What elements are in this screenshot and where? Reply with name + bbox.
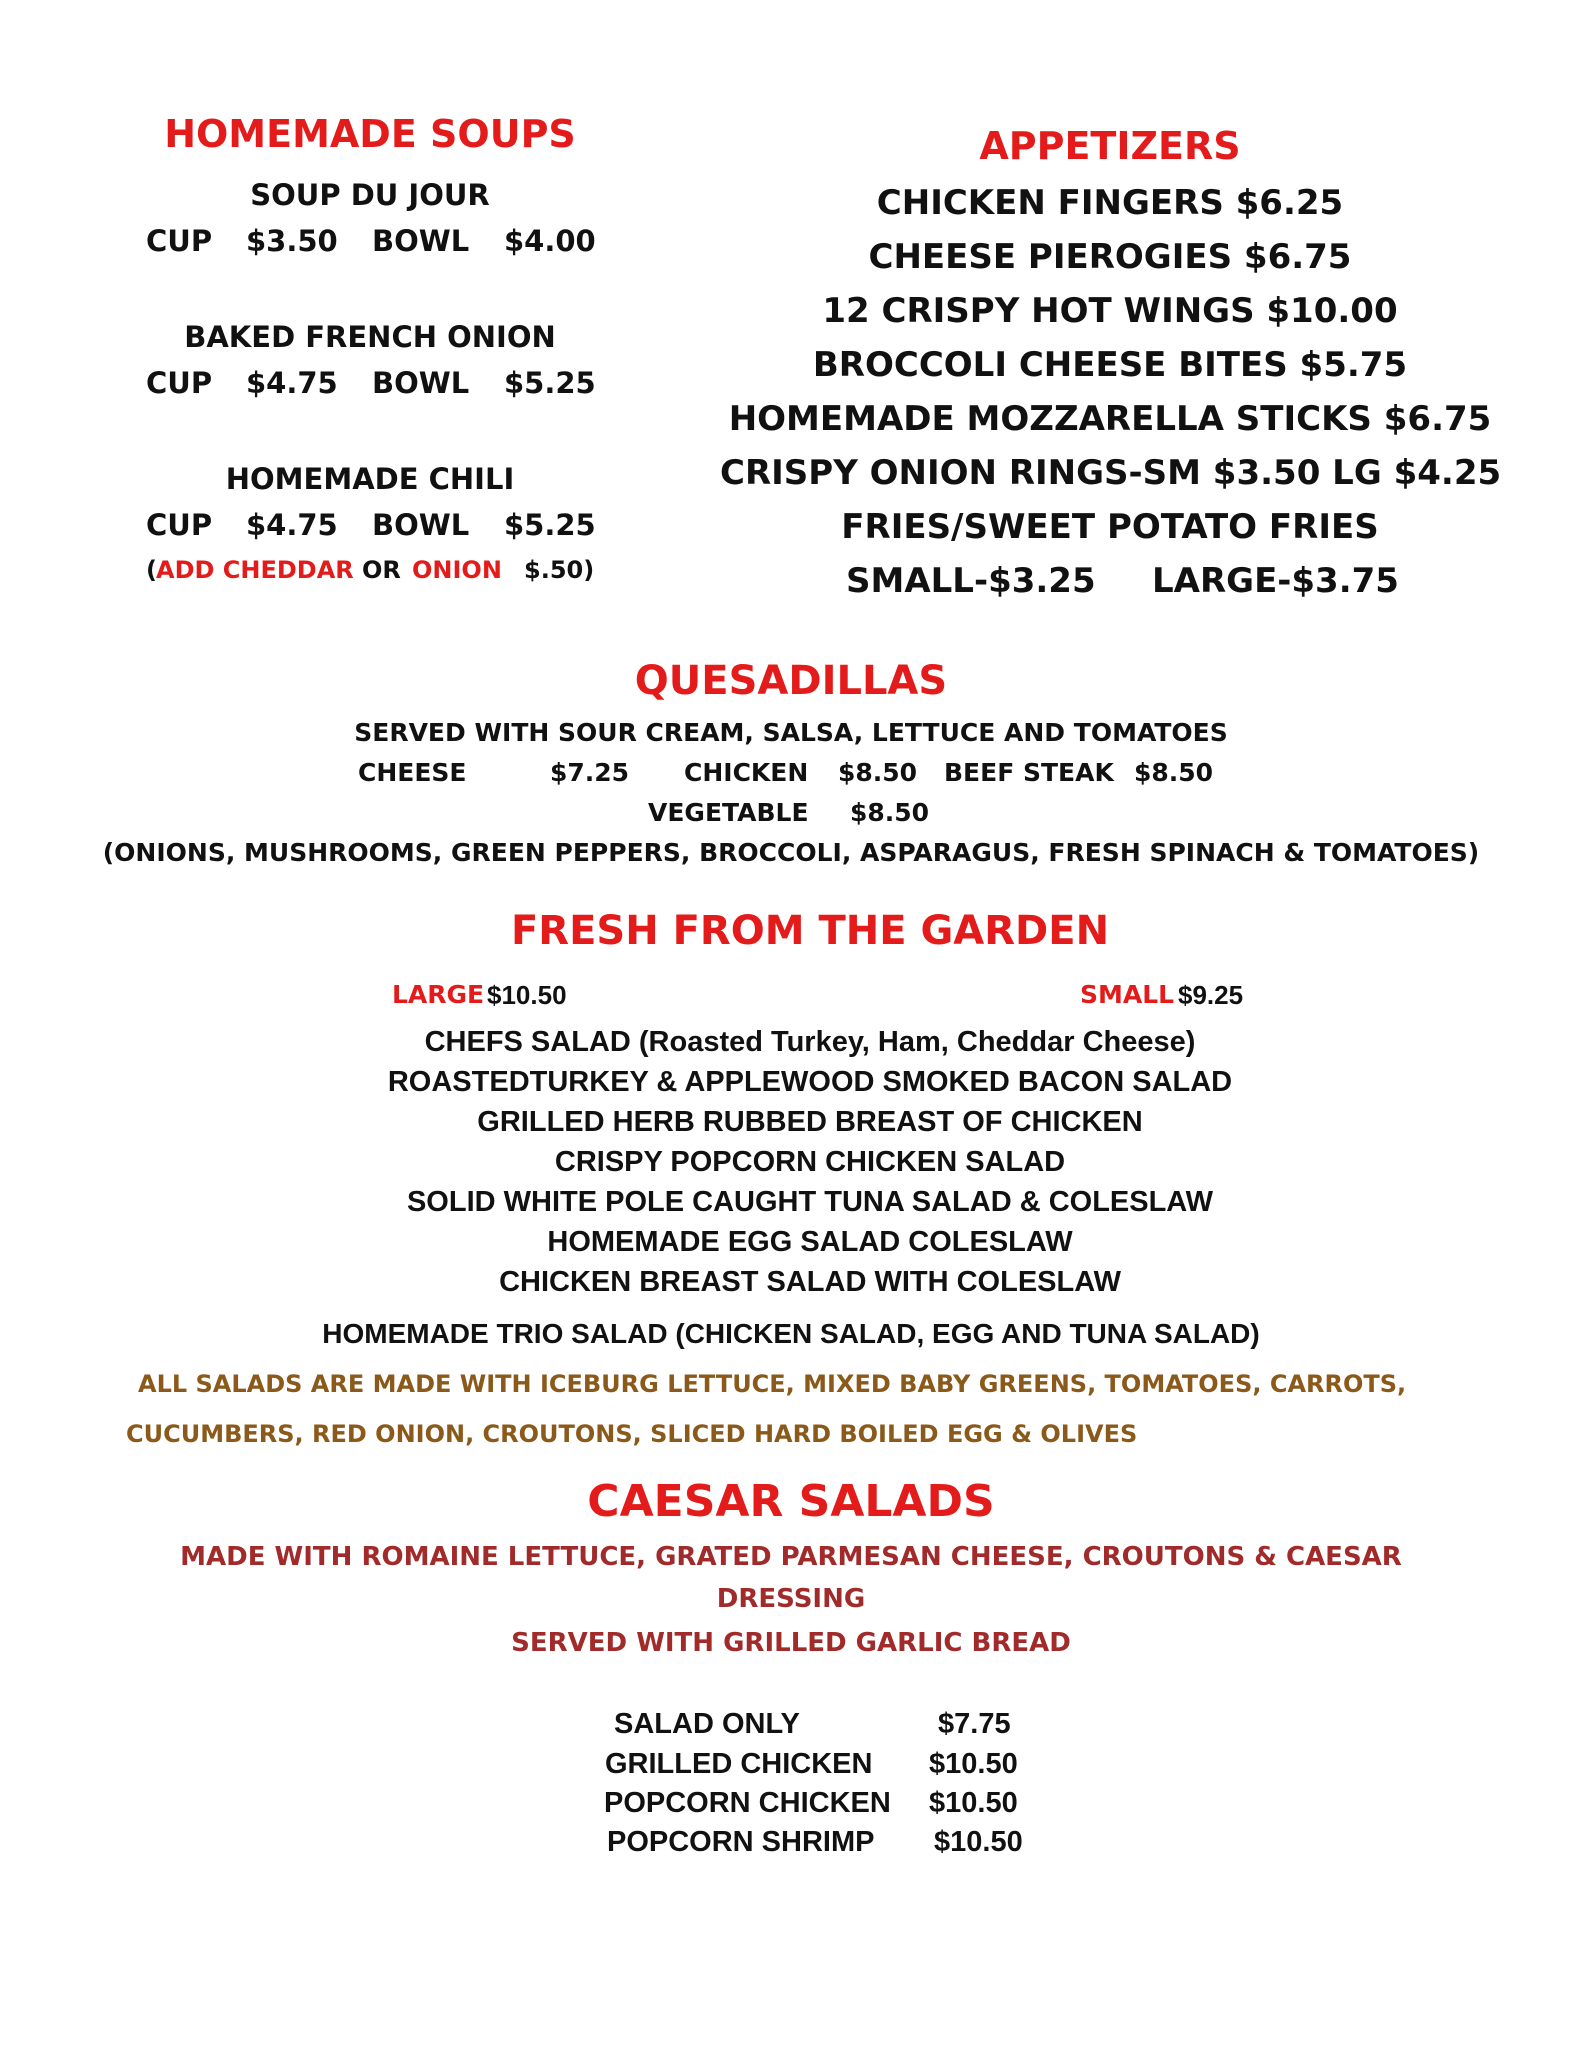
caesar-desc-line3: SERVED WITH GRILLED GARLIC BREAD	[511, 1628, 1071, 1658]
bowl-price: $5.25	[504, 366, 596, 400]
cup-price: $4.75	[246, 508, 338, 542]
salad-item-trio: HOMEMADE TRIO SALAD (CHICKEN SALAD, EGG AND TUNA SALAD)	[322, 1318, 1260, 1349]
quesadilla-price: $8.50	[850, 798, 930, 827]
salad-item: ROASTEDTURKEY & APPLEWOOD SMOKED BACON SALAD	[387, 1066, 1233, 1098]
addon-open: (	[146, 556, 157, 584]
quesadilla-price: $8.50	[1134, 758, 1214, 787]
cup-label: CUP	[146, 366, 213, 400]
caesar-title: CAESAR SALADS	[587, 1476, 995, 1527]
cup-label: CUP	[146, 508, 213, 542]
quesadillas-subtitle: SERVED WITH SOUR CREAM, SALSA, LETTUCE AND TOMATOES	[354, 718, 1228, 747]
garden-note-line2: CUCUMBERS, RED ONION, CROUTONS, SLICED HARD BOILED EGG & OLIVES	[126, 1420, 1138, 1448]
soup-name: HOMEMADE CHILI	[225, 462, 515, 496]
soup-price-row	[146, 366, 606, 406]
garden-note-line1: ALL SALADS ARE MADE WITH ICEBURG LETTUCE, MIXED BABY GREENS, TOMATOES, CARROTS,	[138, 1370, 1407, 1398]
soup-price-row	[146, 224, 606, 264]
soup-addon-note	[146, 556, 606, 590]
salad-item: CRISPY POPCORN CHICKEN SALAD	[554, 1146, 1066, 1178]
salad-item: GRILLED HERB RUBBED BREAST OF CHICKEN	[477, 1106, 1143, 1138]
bowl-price: $4.00	[504, 224, 596, 258]
addon-onion: ONION	[412, 556, 502, 584]
fries-prices	[846, 561, 1406, 611]
appetizer-list	[720, 183, 1500, 561]
caesar-item-name: POPCORN SHRIMP	[607, 1826, 875, 1858]
bowl-label: BOWL	[372, 508, 470, 542]
appetizer-item: CHEESE PIEROGIES $6.75	[868, 237, 1352, 277]
cup-price: $4.75	[246, 366, 338, 400]
appetizer-item: FRIES/SWEET POTATO FRIES	[841, 507, 1379, 547]
fries-small: SMALL-$3.25	[846, 561, 1096, 601]
soups-title: HOMEMADE SOUPS	[164, 112, 576, 156]
soup-price-row	[146, 508, 606, 548]
cup-label: CUP	[146, 224, 213, 258]
soup-name: BAKED FRENCH ONION	[184, 320, 556, 354]
caesar-price-list	[0, 1708, 1582, 1888]
caesar-item-name: POPCORN CHICKEN	[604, 1787, 891, 1819]
quesadilla-name: BEEF STEAK	[944, 758, 1114, 787]
small-price: $9.25	[1178, 980, 1244, 1010]
appetizer-item: CRISPY ONION RINGS-SM $3.50 LG $4.25	[720, 453, 1502, 493]
quesadilla-prices	[0, 758, 1582, 794]
caesar-item-price: $10.50	[934, 1826, 1023, 1858]
addon-or: OR	[362, 556, 401, 584]
addon-price: $.50)	[524, 556, 595, 584]
salad-item: CHEFS SALAD (Roasted Turkey, Ham, Cheddar Cheese)	[424, 1026, 1196, 1058]
appetizer-item: CHICKEN FINGERS $6.25	[876, 183, 1344, 223]
caesar-item-price: $10.50	[929, 1748, 1018, 1780]
caesar-item-price: $7.75	[938, 1708, 1011, 1740]
appetizer-item: BROCCOLI CHEESE BITES $5.75	[812, 345, 1408, 385]
quesadillas-title: QUESADILLAS	[634, 658, 948, 704]
quesadillas-note: (ONIONS, MUSHROOMS, GREEN PEPPERS, BROCCOLI, ASPARAGUS, FRESH SPINACH & TOMATOES)	[102, 838, 1480, 867]
caesar-desc-line2: DRESSING	[716, 1584, 866, 1614]
appetizers-title: APPETIZERS	[979, 124, 1241, 168]
quesadilla-name: CHICKEN	[684, 758, 809, 787]
quesadilla-price: $8.50	[838, 758, 918, 787]
caesar-item-price: $10.50	[929, 1787, 1018, 1819]
quesadilla-name: VEGETABLE	[648, 798, 809, 827]
bowl-label: BOWL	[372, 224, 470, 258]
bowl-price: $5.25	[504, 508, 596, 542]
caesar-item-name: GRILLED CHICKEN	[605, 1748, 873, 1780]
garden-salad-list	[0, 1026, 1582, 1306]
caesar-item-name: SALAD ONLY	[614, 1708, 800, 1740]
addon-cheddar: ADD CHEDDAR	[156, 556, 354, 584]
salad-item: HOMEMADE EGG SALAD COLESLAW	[547, 1226, 1073, 1258]
caesar-desc-line1: MADE WITH ROMAINE LETTUCE, GRATED PARMESAN CHEESE, CROUTONS & CAESAR	[180, 1542, 1402, 1572]
soup-name: SOUP DU JOUR	[250, 178, 490, 212]
appetizer-item: HOMEMADE MOZZARELLA STICKS $6.75	[728, 399, 1492, 439]
large-price: $10.50	[487, 980, 567, 1010]
quesadilla-price: $7.25	[550, 758, 630, 787]
bowl-label: BOWL	[372, 366, 470, 400]
fries-large: LARGE-$3.75	[1152, 561, 1399, 601]
quesadilla-name: CHEESE	[358, 758, 467, 787]
small-label: SMALL	[1080, 980, 1175, 1009]
salad-item: CHICKEN BREAST SALAD WITH COLESLAW	[499, 1266, 1121, 1298]
large-label: LARGE	[392, 980, 485, 1009]
garden-title: FRESH FROM THE GARDEN	[510, 908, 1110, 954]
appetizer-item: 12 CRISPY HOT WINGS $10.00	[822, 291, 1398, 331]
quesadilla-vegetable-row	[0, 798, 1582, 834]
cup-price: $3.50	[246, 224, 338, 258]
salad-item: SOLID WHITE POLE CAUGHT TUNA SALAD & COLESLAW	[406, 1186, 1214, 1218]
garden-size-row	[0, 980, 1582, 1014]
